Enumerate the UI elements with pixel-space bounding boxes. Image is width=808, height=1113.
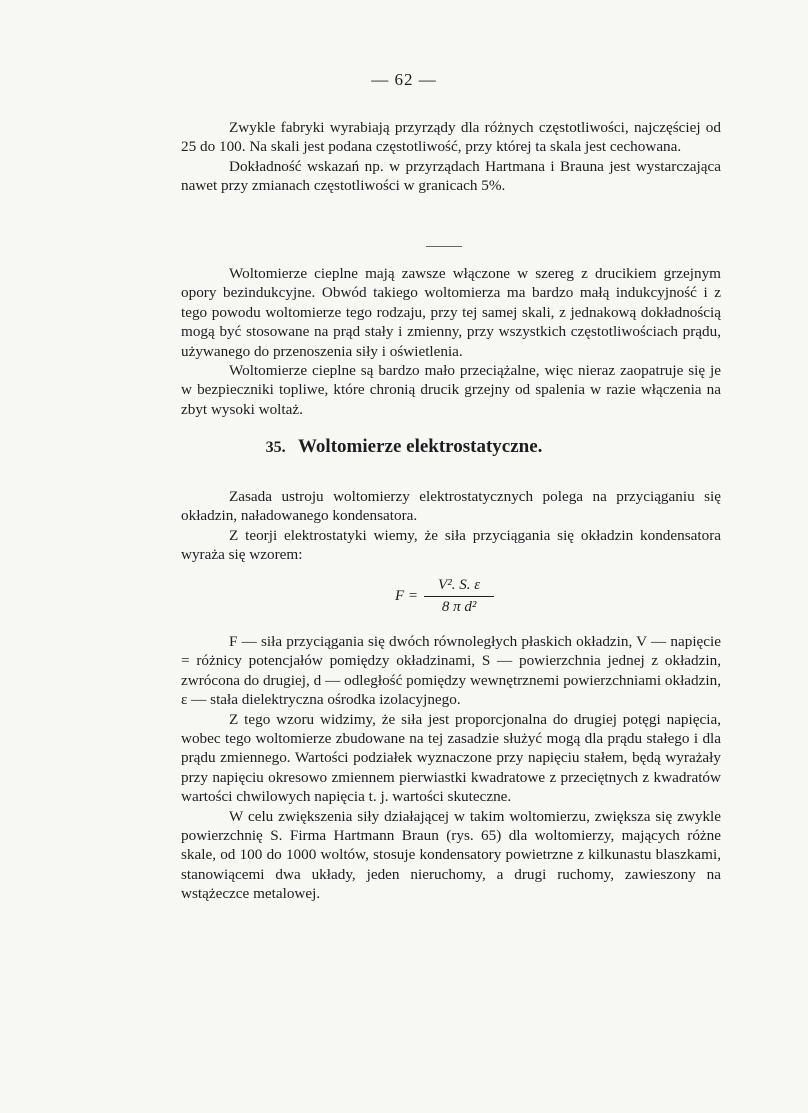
paragraph: F — siła przyciągania się dwóch równoległych płaskich okładzin, V — napięcie = różnicy potencjałów pomiędzy okładzinami, S — powierzchnia jednej z okładzin, zwrócona do drugiej, d — odległość pomiędzy wewnętrznemi powierzchniami okładzin, ε — stała dielektryczna ośrodka izolacyjnego. <box>181 633 721 709</box>
paragraph: Zwykle fabryki wyrabiają przyrządy dla różnych częstotliwości, najczęściej od 25 do 100. Na skali jest podana częstotliwość, przy której ta skala jest cechowana. <box>181 119 721 156</box>
force-formula <box>395 577 494 616</box>
formula-fraction <box>424 577 494 616</box>
paragraph-block-2 <box>181 264 721 419</box>
paragraph-block-1 <box>181 118 721 196</box>
formula-lhs: F = <box>395 588 419 604</box>
section-heading <box>0 436 808 458</box>
paragraph-block-4 <box>181 632 721 904</box>
paragraph: W celu zwiększenia siły działającej w takim woltomierzu, zwiększa się zwykle powierzchnię S. Firma Hartmann Braun (rys. 65) dla woltomierzy, mających różne skale, od 100 do 1000 woltów, stosuje kondensatory powietrzne z kilkunastu blaszkami, stanowiącemi dwa układy, jeden nieruchomy, a drugi ruchomy, zawieszony na wstążeczce metalowej. <box>181 807 721 903</box>
page-number: — 62 — <box>371 70 437 89</box>
section-number: 35. <box>265 439 286 456</box>
paragraph: Dokładność wskazań np. w przyrządach Hartmana i Brauna jest wystarczająca nawet przy zmianach częstotliwości w granicach 5%. <box>181 157 721 195</box>
formula-numerator: V². S. ε <box>424 577 494 597</box>
paragraph: Z tego wzoru widzimy, że siła jest proporcjonalna do drugiej potęgi napięcia, wobec tego woltomierze zbudowane na tej zasadzie służyć mogą dla prądu stałego i dla prądu zmiennego. Wartości podziałek wyznaczone przy napięciu stałem, będą wyrażały przy napięciu okresowo zmiennem pierwiastki kwadratowe z przeciętnych z kwadratów wartości chwilowych napięcia t. j. wartości skuteczne. <box>181 710 721 806</box>
formula-denominator: 8 π d² <box>441 599 477 615</box>
paragraph: Zasada ustroju woltomierzy elektrostatycznych polega na przyciąganiu się okładzin, naładowanego kondensatora. <box>181 488 721 525</box>
section-divider <box>426 246 462 247</box>
paragraph: Woltomierze cieplne są bardzo mało przeciążalne, więc nieraz zaopatruje się je w bezpieczniki topliwe, które chronią drucik grzejny od spalenia w razie włączenia na zbyt wysoki woltaż. <box>181 362 721 418</box>
paragraph-block-3 <box>181 487 721 565</box>
section-title: Woltomierze elektrostatyczne. <box>297 436 543 457</box>
paragraph: Z teorji elektrostatyki wiemy, że siła przyciągania się okładzin kondensatora wyraża się wzorem: <box>181 526 721 564</box>
paragraph: Woltomierze cieplne mają zawsze włączone w szereg z drucikiem grzejnym opory bezindukcyjne. Obwód takiego woltomierza ma bardzo małą indukcyjność i z tego powodu woltomierze tego rodzaju, przy tej samej skali, z jednakową dokładnością mogą być stosowane na prąd stały i zmienny, przy wszystkich częstotliwościach prądu, używanego do przenoszenia siły i oświetlenia. <box>181 265 721 360</box>
